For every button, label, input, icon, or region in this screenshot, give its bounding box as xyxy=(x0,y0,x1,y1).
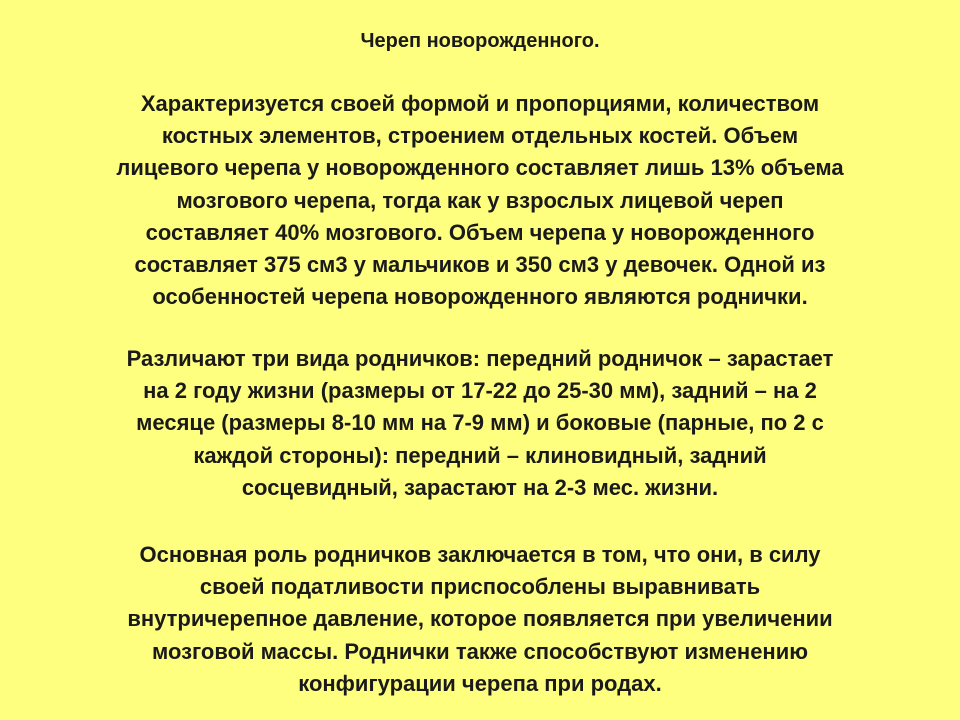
text-line: на 2 году жизни (размеры от 17-22 до 25-30 мм), задний – на 2 xyxy=(143,378,817,404)
text-line: внутричерепное давление, которое появляется при увеличении xyxy=(127,606,833,632)
text-line: своей податливости приспособлены выравнивать xyxy=(199,574,761,600)
text-line: особенностей черепа новорожденного являются роднички. xyxy=(152,284,808,310)
text-line: лицевого черепа у новорожденного составляет лишь 13% объема xyxy=(116,155,844,181)
slide-content xyxy=(30,0,930,720)
text-line: Основная роль родничков заключается в том, что они, в силу xyxy=(139,542,821,567)
text-line: мозговой массы. Роднички также способствуют изменению xyxy=(151,638,809,664)
text-line: сосцевидный, зарастают на 2-3 мес. жизни. xyxy=(241,474,719,500)
text-line: составляет 40% мозгового. Объем черепа у новорожденного xyxy=(145,219,815,245)
text-line: составляет 375 см3 у мальчиков и 350 см3 у девочек. Одной из xyxy=(134,252,826,278)
paragraph-skull-characteristics xyxy=(30,88,930,313)
text-line: месяце (размеры 8-10 мм на 7-9 мм) и боковые (парные, по 2 с xyxy=(136,410,824,436)
paragraph-fontanelle-role xyxy=(30,539,930,700)
slide-title: Череп новорожденного. xyxy=(360,30,600,52)
text-line: Различают три вида родничков: передний родничок – зарастает xyxy=(126,346,834,371)
text-line: мозгового черепа, тогда как у взрослых лицевой череп xyxy=(176,187,784,213)
text-line: конфигурации черепа при родах. xyxy=(298,670,662,696)
paragraph-fontanelle-types xyxy=(30,343,930,504)
text-line: Характеризуется своей формой и пропорциями, количеством xyxy=(140,91,820,116)
text-line: костных элементов, строением отдельных костей. Объем xyxy=(161,123,799,149)
text-line: каждой стороны): передний – клиновидный, задний xyxy=(193,442,767,468)
